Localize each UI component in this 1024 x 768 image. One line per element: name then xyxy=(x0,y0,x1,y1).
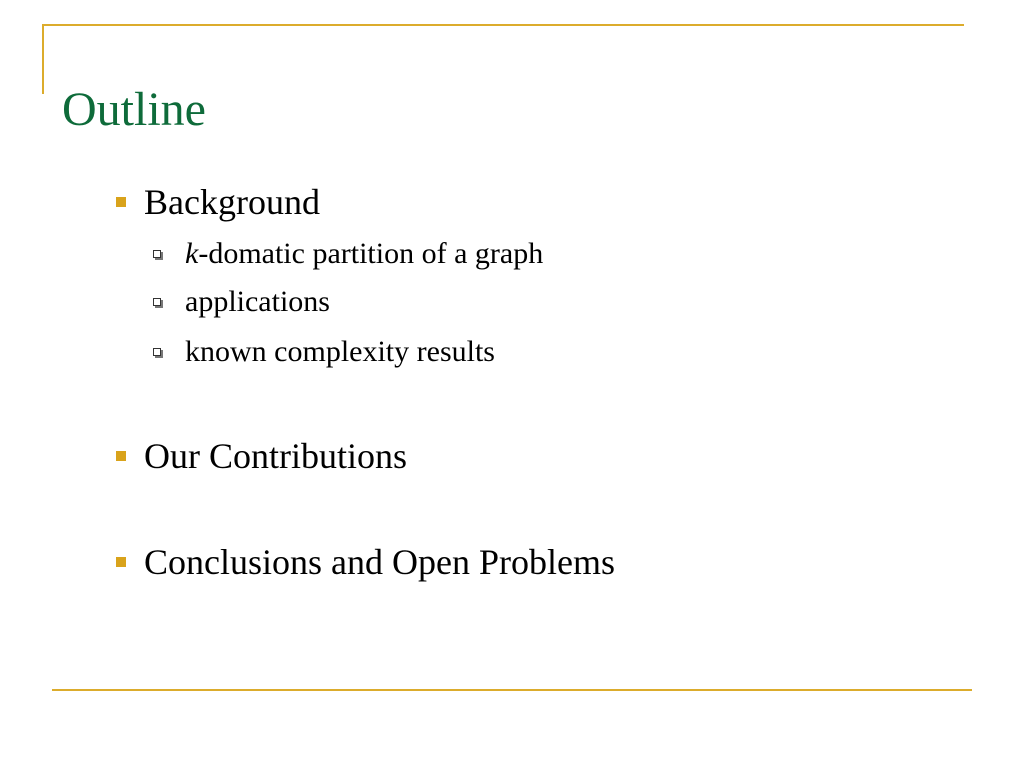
square-bullet-icon xyxy=(116,451,126,461)
bullet-item-our-contributions xyxy=(116,438,407,474)
sub-bullet-item-domatic-partition xyxy=(153,239,543,269)
hollow-square-bullet-icon xyxy=(153,298,161,306)
left-accent-line xyxy=(42,24,44,94)
bullet-label: Conclusions and Open Problems xyxy=(144,542,615,582)
sub-bullet-item-complexity-results xyxy=(153,337,495,367)
hollow-square-bullet-icon xyxy=(153,348,161,356)
sub-bullet-label: applications xyxy=(185,285,330,318)
sub-bullet-item-applications xyxy=(153,287,330,317)
sub-bullet-label xyxy=(185,239,543,269)
sub-bullet-label-rest: -domatic partition of a graph xyxy=(198,237,544,270)
top-accent-line xyxy=(42,24,964,26)
hollow-square-bullet-icon xyxy=(153,250,161,258)
bullet-label: Our Contributions xyxy=(144,436,408,476)
sub-bullet-label: known complexity results xyxy=(185,335,495,368)
italic-variable-k: k xyxy=(185,237,199,270)
bullet-item-background xyxy=(116,184,320,220)
square-bullet-icon xyxy=(116,197,126,207)
bottom-accent-line xyxy=(52,689,972,691)
bullet-item-conclusions xyxy=(116,544,615,580)
square-bullet-icon xyxy=(116,557,126,567)
bullet-label: Background xyxy=(144,182,320,222)
slide-title: Outline xyxy=(62,83,206,136)
